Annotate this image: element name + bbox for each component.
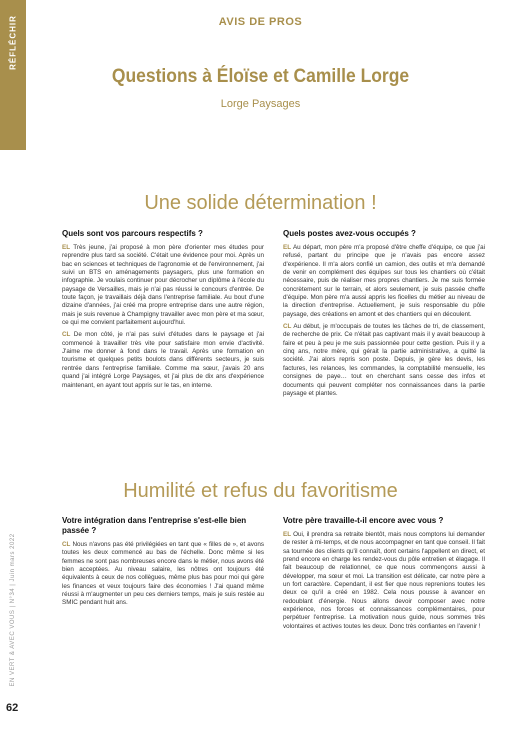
speaker-tag: CL <box>283 323 292 331</box>
page-title: Questions à Éloïse et Camille Lorge <box>111 66 410 87</box>
kicker: AVIS DE PROS <box>218 16 303 28</box>
page-subtitle: Lorge Paysages <box>220 98 301 110</box>
column-postes <box>283 229 485 402</box>
column-parcours <box>62 229 264 394</box>
answer-text: Oui, il prendra sa retraite bientôt, mais nous comptons lui demander de rester à mi-temps, et de nous accompagner en tant que conseil. Il fait sa tournée des clients qu'il connaît, dont certains l'appellent en direct, et prend encore en charge les rendez-vous du pôle entretien et élagage. Il fait beaucoup de relationnel, ce que nous commençons aussi à développer, ma sœur et moi. La transition est délicate, car notre père a un fort caractère. Cependant, il est fier que nous reprenions toutes les deux ce qu'il a créé en 1982. Cela nous pousse à avancer en redoublant d'énergie. Nous allons devoir composer avec notre expérience, nos forces et connaissances complémentaires, pour perpétuer l'entreprise. La motivation nous guide, nous sommes très volontaires et actives toutes les deux. Donc très confiantes en l'avenir ! <box>283 531 486 630</box>
section-label: RÉFLÉCHIR <box>8 15 18 70</box>
column-integration <box>62 516 264 612</box>
speaker-tag: EL <box>283 531 292 538</box>
magazine-info <box>3 533 23 687</box>
answer-text: Très jeune, j'ai proposé à mon père d'orienter mes études pour reprendre plus tard sa société. C'était une évidence pour moi. Après un bac en sciences et techniques de l'agronomie et de l'environnement, j'ai suivi un BTS en aménagements paysagers, plus une formation en infographie. Je voulais continuer pour décrocher un diplôme à l'école du paysage de Versailles, mais je n'ai pas réussi le concours d'entrée. De toute façon, je travaillais déjà dans l'entreprise familiale. Au bout d'une dizaine d'années, j'ai créé ma propre entreprise dans une autre région, mais je suis revenue à Champigny travailler avec mon père et ma sœur, ce qui me convient parfaitement aujourd'hui. <box>62 244 264 327</box>
answer-text: Au départ, mon père m'a proposé d'être cheffe d'équipe, ce que j'ai refusé, partant du principe que je n'avais pas encore assez d'expérience. Il m'a alors confié un camion, des outils et m'a demandé de venir en complément des équipes sur tous les chantiers où c'était nécessaire, puis de réaliser mes propres chantiers. Je me suis formée concrètement sur le terrain, et alors seulement, je suis passée cheffe d'équipe. Mon père m'a aussi appris les ficelles du métier au niveau de la direction d'entreprise. Actuellement, je suis responsable du pôle paysage, des créations en amont et des chantiers qui en découlent. <box>283 244 485 318</box>
section-title-determination: Une solide détermination ! <box>144 192 377 214</box>
speaker-tag: CL <box>62 541 71 548</box>
answer-paragraph <box>62 244 264 327</box>
section-title-humilite: Humilité et refus du favoritisme <box>123 480 398 502</box>
question-heading: Votre intégration dans l'entreprise s'est-elle bien passée ? <box>62 516 247 535</box>
answer-text: Nous n'avons pas été privilégiées en tant que « filles de », et avons toutes les deux commencé au bas de l'échelle. Donc même si les femmes ne sont pas nombreuses encore dans le métier, nous avons été bien acceptées. Au niveau salaire, les nôtres ont toujours été équivalents à ceux de nos collègues, même plus bas pour moi qui gère les finances et veux toujours faire des économies ! J'ai quand même réussi à m'augmenter un peu ces derniers temps, mais je suis restée au SMIC pendant huit ans. <box>62 541 265 607</box>
speaker-tag: EL <box>62 244 71 251</box>
speaker-tag: EL <box>283 244 292 251</box>
answer-paragraph <box>62 541 264 608</box>
question-heading: Quels postes avez-vous occupés ? <box>283 229 416 238</box>
magazine-label: EN VERT & AVEC VOUS | N°34 | Juin mars 2022 <box>10 533 16 687</box>
answer-paragraph <box>283 323 485 398</box>
answer-paragraph <box>283 244 485 319</box>
question-heading: Quels sont vos parcours respectifs ? <box>62 229 203 238</box>
speaker-tag: CL <box>62 331 71 339</box>
column-pere <box>283 516 485 635</box>
answer-paragraph <box>283 531 485 631</box>
question-heading: Votre père travaille-t-il encore avec vous ? <box>283 516 444 525</box>
answer-paragraph <box>62 331 264 389</box>
answer-text: De mon côté, je n'ai pas suivi d'études dans le paysage et j'ai commencé à travailler très vite pour satisfaire mon envie d'activité. J'aime me donner à fond dans le travail. Après une formation en tourisme et quelques petits boulots dans différents secteurs, je suis rentrée dans l'entreprise familiale. Comme ma sœur, j'avais 20 ans quand j'ai intégré Lorge Paysages, et j'ai plus de dix ans d'expérience maintenant, en ayant tout appris sur le tas, en interne. <box>62 331 264 389</box>
answer-text: Au début, je m'occupais de toutes les tâches de tri, de classement, de recherche de prix. Ce n'était pas captivant mais il y avait beaucoup à faire et peu à peu je me suis passionnée pour cette gestion. Puis il y a cinq ans, notre mère, qui gérait la partie administrative, a quitté la société. J'ai alors repris son poste. Depuis, je gère les devis, les factures, les relances, les commandes, la comptabilité mensuelle, les consignes de paye… tout en cherchant sans cesse des infos et documents qui peuvent compléter nos connaissances dans la partie paysage et plantes. <box>283 323 485 397</box>
page-number: 62 <box>6 702 19 714</box>
